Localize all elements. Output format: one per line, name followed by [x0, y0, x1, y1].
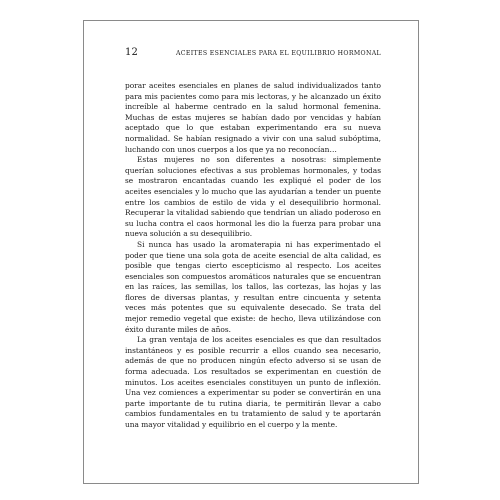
- paragraph-1: porar aceites esenciales en planes de salud individualizados tanto para mis pacientes como para mis lectoras, y he alcanzado un éxito increíble al haberme centrado en la salud hormonal femenina. Muchas de estas mujeres se habían dado por vencidas y habían aceptado que lo que estaban experimentando era su nueva normalidad. Se habían resignado a vivir con una salud subóptima, luchando con unos cuerpos a los que ya no reconocían…: [125, 81, 381, 154]
- running-title: ACEITES ESENCIALES PARA EL EQUILIBRIO HORMONAL: [175, 50, 381, 57]
- running-header: [125, 47, 381, 61]
- body-text: [125, 81, 381, 431]
- paragraph-4: La gran ventaja de los aceites esenciales es que dan resultados instantáneos y es posible recurrir a ellos cuando sea necesario, además de que no producen ningún efecto adverso si se usan de forma adecuada. Los resultados se experimentan en cuestión de minutos. Los aceites esenciales constituyen un punto de inflexión. Una vez comiences a experimentar su poder se convertirán en una parte importante de tu rutina diaria, te permitirán llevar a cabo cambios fundamentales en tu tratamiento de salud y te aportarán una mayor vitalidad y equilibrio en el cuerpo y la mente.: [125, 335, 381, 429]
- paragraph-3: Si nunca has usado la aromaterapia ni has experimentado el poder que tiene una sola gota de aceite esencial de alta calidad, es posible que tengas cierto escepticismo al respecto. Los aceites esenciales son compuestos aromáticos naturales que se encuentran en las raíces, las semillas, los tallos, las cortezas, las hojas y las flores de diversas plantas, y resultan entre cincuenta y setenta veces más potentes que su equivalente desecado. Se trata del mejor remedio vegetal que existe: de hecho, lleva utilizándose con éxito durante miles de años.: [125, 239, 381, 334]
- book-page: [83, 20, 419, 484]
- paragraph-2: Estas mujeres no son diferentes a nosotras: simplemente querían soluciones efectivas a sus problemas hormonales, y todas se mostraron encantadas cuando les expliqué el poder de los aceites esenciales y lo mucho que las ayudarían a tender un puente entre los cambios de estilo de vida y el desequilibrio hormonal. Recuperar la vitalidad sabiendo que tendrían un aliado poderoso en su lucha contra el caos hormonal les dio la fuerza para probar una nueva solución a su desequilibrio.: [125, 155, 381, 239]
- page-number: 12: [125, 47, 139, 58]
